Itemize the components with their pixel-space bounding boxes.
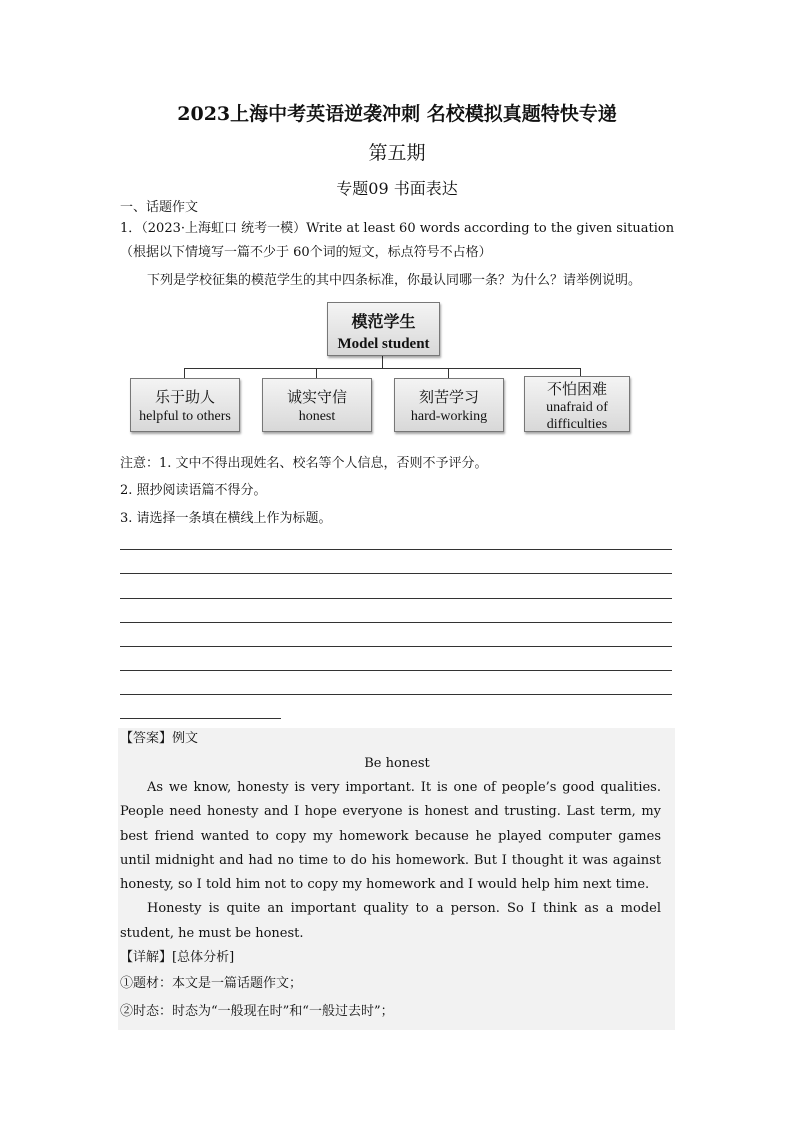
criterion-zh-label: 刻苦学习 xyxy=(418,388,479,406)
topic-title: 专题09 书面表达 xyxy=(336,179,458,198)
divider xyxy=(120,718,281,719)
writing-line[interactable] xyxy=(120,670,672,671)
note-1: 注意：1. 文中不得出现姓名、校名等个人信息，否则不予评分。 xyxy=(120,456,488,471)
title-blank-line[interactable] xyxy=(120,549,672,550)
detail-item: ②时态：时态为“一般现在时”和“一般过去时”； xyxy=(120,1004,394,1019)
criterion-zh-label: 诚实守信 xyxy=(286,388,347,406)
criterion-en-label: unafraid of difficulties xyxy=(546,400,608,432)
essay-body xyxy=(120,776,661,946)
criterion-en-label: hard-working xyxy=(410,409,488,424)
essay-paragraph: Honesty is quite an important quality to a person. So I think as a model student, he must be honest. xyxy=(120,901,661,941)
criterion-en-label: honest xyxy=(298,409,336,424)
essay-paragraph: As we know, honesty is very important. It is one of people’s good qualities. People need honesty and I hope everyone is honest and trusting. Last term, my best friend wanted to copy my homework because he played computer games until midnight and had no time to do his homework. But I thought it was against honesty, so I told him not to copy my homework and I would help him next time. xyxy=(120,780,661,893)
issue-title: 第五期 xyxy=(368,142,426,164)
question-task: 下列是学校征集的模范学生的其中四条标准，你最认同哪一条？为什么？请举例说明。 xyxy=(147,273,642,288)
answer-label: 【答案】例文 xyxy=(120,731,199,746)
note-2: 2. 照抄阅读语篇不得分。 xyxy=(120,483,267,498)
criterion-box-helpful xyxy=(130,378,240,432)
criterion-box-honest xyxy=(262,378,372,432)
detail-item: ①题材：本文是一篇话题作文； xyxy=(120,976,303,991)
criterion-zh-label: 乐于助人 xyxy=(154,388,215,406)
diagram-root-box xyxy=(327,302,440,356)
writing-line[interactable] xyxy=(120,694,672,695)
criterion-box-unafraid xyxy=(524,376,630,432)
document-title: 2023上海中考英语逆袭冲刺 名校模拟真题特快专递 xyxy=(177,103,617,125)
criterion-en-label: helpful to others xyxy=(139,409,231,424)
root-zh-label: 模范学生 xyxy=(351,312,416,331)
writing-line[interactable] xyxy=(120,646,672,647)
root-en-label: Model student xyxy=(337,336,430,352)
note-3: 3. 请选择一条填在横线上作为标题。 xyxy=(120,511,332,526)
criterion-zh-label: 不怕困难 xyxy=(546,380,607,398)
model-student-diagram xyxy=(120,296,680,441)
writing-line[interactable] xyxy=(120,622,672,623)
section-title: 一、话题作文 xyxy=(120,200,199,215)
criterion-box-hard-working xyxy=(394,378,504,432)
question-prompt: 1．（2023·上海虹口 统考一模）Write at least 60 words according to the given situation（根据以下情境写一篇不少于 60个词的短文，标点符号不占格） xyxy=(120,221,675,260)
essay-title: Be honest xyxy=(364,756,430,771)
detail-label: 【详解】[总体分析] xyxy=(120,950,235,965)
writing-line[interactable] xyxy=(120,598,672,599)
writing-line[interactable] xyxy=(120,573,672,574)
